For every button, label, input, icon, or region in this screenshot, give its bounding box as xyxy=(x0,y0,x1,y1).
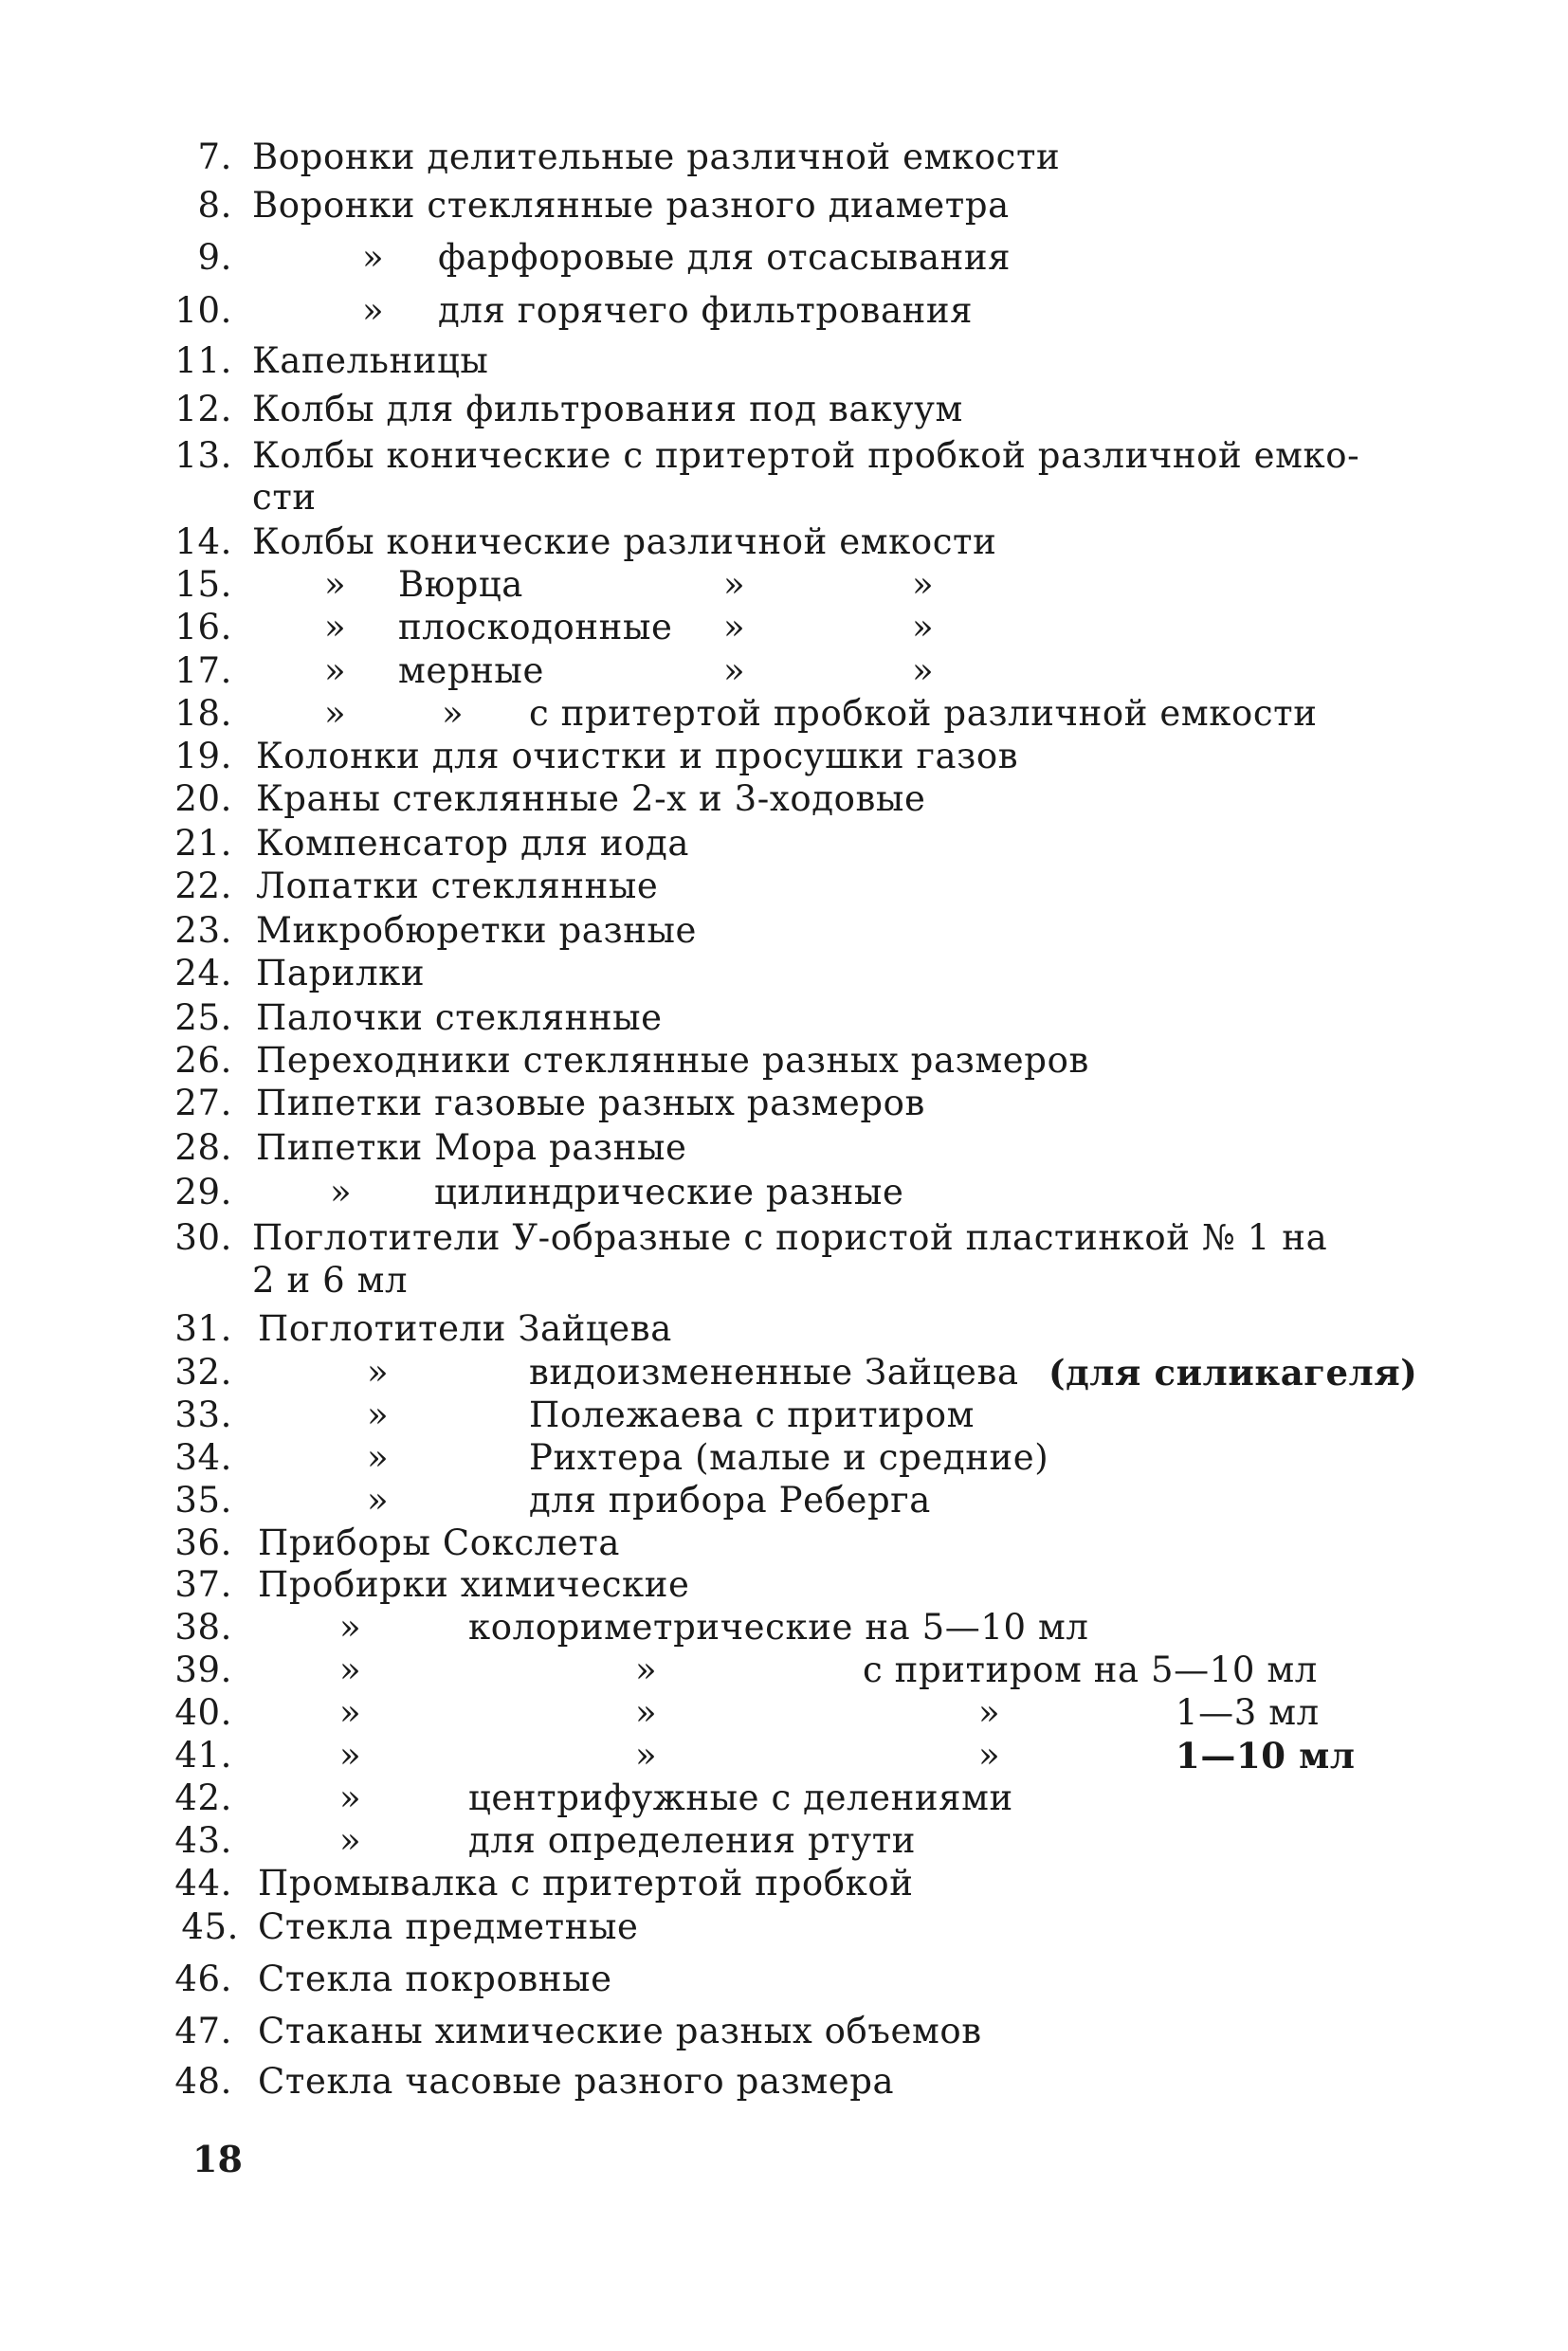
item-text: для горячего фильтрования xyxy=(438,290,974,331)
item-text: колориметрические на 5—10 мл xyxy=(468,1607,1089,1648)
ditto-mark: » xyxy=(339,1777,362,1818)
ditto-mark: » xyxy=(339,1607,362,1648)
ditto-mark: » xyxy=(442,693,465,734)
item-number: 40. xyxy=(174,1692,232,1733)
item-number: 48. xyxy=(174,2061,232,2102)
item-number: 27. xyxy=(174,1083,232,1123)
item-number: 8. xyxy=(197,185,232,226)
item-text: Лопатки стеклянные xyxy=(256,866,659,906)
item-note: (для силикагеля) xyxy=(1048,1352,1418,1394)
ditto-mark: » xyxy=(635,1735,658,1776)
item-number: 26. xyxy=(174,1040,232,1081)
ditto-mark: » xyxy=(339,1692,362,1733)
item-number: 7. xyxy=(197,137,232,177)
item-text: Приборы Сокслета xyxy=(258,1522,621,1563)
item-number: 28. xyxy=(174,1127,232,1168)
ditto-mark: » xyxy=(324,693,347,734)
item-number: 41. xyxy=(174,1735,232,1776)
ditto-mark: » xyxy=(367,1437,390,1478)
item-text-continuation: 2 и 6 мл xyxy=(252,1260,409,1301)
item-text-continuation: сти xyxy=(252,477,317,518)
ditto-mark: » xyxy=(978,1692,1001,1733)
item-text: Стаканы химические разных объемов xyxy=(258,2011,982,2051)
item-number: 33. xyxy=(174,1394,232,1435)
item-number: 17. xyxy=(174,650,232,691)
page-number: 18 xyxy=(192,2138,243,2180)
item-number: 34. xyxy=(174,1437,232,1478)
item-number: 15. xyxy=(174,564,232,605)
ditto-mark: » xyxy=(367,1394,390,1435)
item-text: Промывалка с притертой пробкой xyxy=(258,1863,914,1904)
item-text: Полежаева с притиром xyxy=(529,1394,975,1435)
item-number: 43. xyxy=(174,1820,232,1861)
item-number: 47. xyxy=(174,2011,232,2051)
item-text: Компенсатор для иода xyxy=(256,823,690,864)
item-text: фарфоровые для отсасывания xyxy=(438,237,1012,278)
item-text: плоскодонные xyxy=(398,607,673,647)
ditto-mark: » xyxy=(723,564,746,605)
item-text: для прибора Реберга xyxy=(529,1480,931,1521)
item-number: 20. xyxy=(174,778,232,819)
item-text: видоизмененные Зайцева xyxy=(529,1352,1019,1393)
item-text: Пипетки Мора разные xyxy=(256,1127,687,1168)
item-number: 19. xyxy=(174,736,232,776)
item-text: цилиндрические разные xyxy=(434,1172,904,1212)
item-number: 39. xyxy=(174,1649,232,1690)
item-text: 1—10 мл xyxy=(1176,1735,1356,1777)
item-number: 23. xyxy=(174,910,232,951)
item-text: Краны стеклянные 2-х и 3-ходовые xyxy=(256,778,926,819)
ditto-mark: » xyxy=(367,1480,390,1521)
item-number: 9. xyxy=(197,237,232,278)
item-text: для определения ртути xyxy=(468,1820,917,1861)
ditto-mark: » xyxy=(362,290,385,331)
ditto-mark: » xyxy=(339,1735,362,1776)
ditto-mark: » xyxy=(324,650,347,691)
item-number: 21. xyxy=(174,823,232,864)
item-number: 10. xyxy=(174,290,232,331)
item-number: 45. xyxy=(181,1906,239,1947)
item-number: 38. xyxy=(174,1607,232,1648)
item-number: 16. xyxy=(174,607,232,647)
item-text: Поглотители У-образные с пористой пластинкой № 1 на xyxy=(252,1217,1328,1258)
item-text: Микробюретки разные xyxy=(256,910,698,951)
item-text: Рихтера (малые и средние) xyxy=(529,1437,1049,1478)
ditto-mark: » xyxy=(330,1172,353,1212)
item-text: Пипетки газовые разных размеров xyxy=(256,1083,925,1123)
item-text: Колонки для очистки и просушки газов xyxy=(256,736,1019,776)
item-number: 24. xyxy=(174,953,232,993)
ditto-mark: » xyxy=(339,1649,362,1690)
ditto-mark: » xyxy=(912,650,935,691)
item-number: 22. xyxy=(174,866,232,906)
ditto-mark: » xyxy=(635,1692,658,1733)
item-number: 30. xyxy=(174,1217,232,1258)
ditto-mark: » xyxy=(912,607,935,647)
item-number: 36. xyxy=(174,1522,232,1563)
item-text: Воронки стеклянные разного диаметра xyxy=(252,185,1010,226)
ditto-mark: » xyxy=(912,564,935,605)
item-text: Стекла покровные xyxy=(258,1959,612,1999)
item-text: Стекла часовые разного размера xyxy=(258,2061,895,2102)
item-text: Колбы для фильтрования под вакуум xyxy=(252,389,963,429)
item-text: мерные xyxy=(398,650,544,691)
item-number: 32. xyxy=(174,1352,232,1393)
ditto-mark: » xyxy=(339,1820,362,1861)
item-number: 42. xyxy=(174,1777,232,1818)
item-number: 46. xyxy=(174,1959,232,1999)
item-text: Парилки xyxy=(256,953,426,993)
item-text: Воронки делительные различной емкости xyxy=(252,137,1061,177)
item-text: Пробирки химические xyxy=(258,1564,690,1605)
item-number: 13. xyxy=(174,435,232,476)
ditto-mark: » xyxy=(324,607,347,647)
ditto-mark: » xyxy=(367,1352,390,1393)
item-text: Капельницы xyxy=(252,340,489,381)
item-number: 14. xyxy=(174,521,232,562)
item-text: Палочки стеклянные xyxy=(256,997,663,1038)
item-number: 12. xyxy=(174,389,232,429)
item-number: 11. xyxy=(174,340,232,381)
item-text: с притертой пробкой различной емкости xyxy=(529,693,1318,734)
ditto-mark: » xyxy=(635,1649,658,1690)
item-number: 25. xyxy=(174,997,232,1038)
item-text: с притиром на 5—10 мл xyxy=(863,1649,1318,1690)
item-number: 37. xyxy=(174,1564,232,1605)
item-number: 18. xyxy=(174,693,232,734)
ditto-mark: » xyxy=(723,650,746,691)
item-text: Колбы конические различной емкости xyxy=(252,521,997,562)
item-number: 35. xyxy=(174,1480,232,1521)
ditto-mark: » xyxy=(723,607,746,647)
item-number: 31. xyxy=(174,1308,232,1349)
item-number: 44. xyxy=(174,1863,232,1904)
item-text: Вюрца xyxy=(398,564,523,605)
item-text: центрифужные с делениями xyxy=(468,1777,1013,1818)
ditto-mark: » xyxy=(978,1735,1001,1776)
ditto-mark: » xyxy=(324,564,347,605)
ditto-mark: » xyxy=(362,237,385,278)
item-text: 1—3 мл xyxy=(1176,1692,1320,1733)
item-number: 29. xyxy=(174,1172,232,1212)
item-text: Колбы конические с притертой пробкой различной емко- xyxy=(252,435,1360,476)
item-text: Переходники стеклянные разных размеров xyxy=(256,1040,1089,1081)
item-text: Стекла предметные xyxy=(258,1906,639,1947)
item-text: Поглотители Зайцева xyxy=(258,1308,672,1349)
